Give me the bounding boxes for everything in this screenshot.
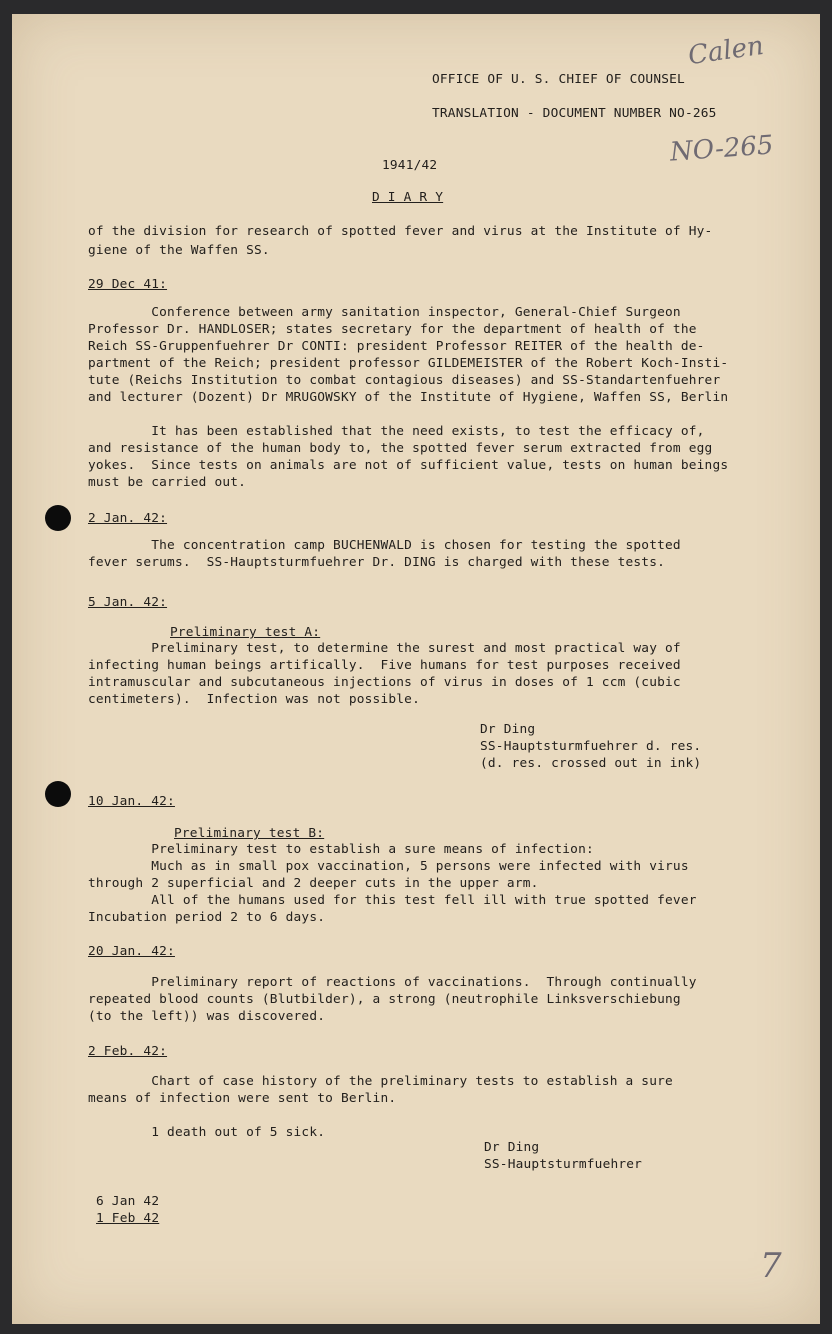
- entry-line: Incubation period 2 to 6 days.: [88, 910, 326, 925]
- entry-line: yokes. Since tests on animals are not of sufficient value, tests on human beings: [88, 458, 729, 473]
- entry-line: Preliminary test to establish a sure means of infection:: [88, 842, 594, 857]
- handwritten-doc-number: NO-265: [669, 130, 775, 168]
- entry-line: Much as in small pox vaccination, 5 persons were infected with virus: [88, 859, 689, 874]
- punch-hole-bottom: [45, 781, 71, 807]
- entry-line: partment of the Reich; president professor GILDEMEISTER of the Robert Koch-Insti-: [88, 356, 729, 371]
- handwritten-note: Calen: [686, 30, 766, 72]
- entry-line: Professor Dr. HANDLOSER; states secretary for the department of health of the: [88, 322, 697, 337]
- intro-line: of the division for research of spotted fever and virus at the Institute of Hy-: [88, 224, 713, 239]
- entry-date: 2 Jan. 42:: [88, 511, 168, 526]
- entry-line: and lecturer (Dozent) Dr MRUGOWSKY of the Institute of Hygiene, Waffen SS, Berlin: [88, 390, 729, 405]
- footer-date: 6 Jan 42: [96, 1194, 160, 1209]
- signature-line: SS-Hauptsturmfuehrer: [484, 1157, 643, 1172]
- entry-line: Reich SS-Gruppenfuehrer Dr CONTI: president Professor REITER of the health de-: [88, 339, 705, 354]
- entry-subtitle: Preliminary test A:: [170, 625, 321, 640]
- entry-line: fever serums. SS-Hauptsturmfuehrer Dr. DING is charged with these tests.: [88, 555, 666, 570]
- signature-line: Dr Ding: [480, 722, 536, 737]
- entry-line: repeated blood counts (Blutbilder), a strong (neutrophile Linksverschiebung: [88, 992, 681, 1007]
- entry-line: Chart of case history of the preliminary tests to establish a sure: [88, 1074, 673, 1089]
- entry-subtitle: Preliminary test B:: [174, 826, 325, 841]
- entry-line: Preliminary report of reactions of vaccinations. Through continually: [88, 975, 697, 990]
- office-header: OFFICE OF U. S. CHIEF OF COUNSEL: [432, 72, 685, 87]
- entry-line: intramuscular and subcutaneous injections of virus in doses of 1 ccm (cubic: [88, 675, 681, 690]
- entry-line: Conference between army sanitation inspector, General-Chief Surgeon: [88, 305, 681, 320]
- entry-date: 10 Jan. 42:: [88, 794, 175, 809]
- diary-title: D I A R Y: [372, 190, 444, 205]
- entry-line: 1 death out of 5 sick.: [88, 1125, 326, 1140]
- punch-hole-top: [45, 505, 71, 531]
- entry-date: 20 Jan. 42:: [88, 944, 175, 959]
- entry-line: The concentration camp BUCHENWALD is chosen for testing the spotted: [88, 538, 681, 553]
- entry-line: (to the left)) was discovered.: [88, 1009, 326, 1024]
- signature-line: SS-Hauptsturmfuehrer d. res.: [480, 739, 702, 754]
- entry-line: means of infection were sent to Berlin.: [88, 1091, 397, 1106]
- year-label: 1941/42: [382, 158, 438, 173]
- entry-line: infecting human beings artifically. Five humans for test purposes received: [88, 658, 681, 673]
- entry-line: centimeters). Infection was not possible.: [88, 692, 420, 707]
- entry-line: and resistance of the human body to, the spotted fever serum extracted from egg: [88, 441, 713, 456]
- entry-line: tute (Reichs Institution to combat contagious diseases) and SS-Standartenfuehrer: [88, 373, 721, 388]
- signature-line: (d. res. crossed out in ink): [480, 756, 702, 771]
- entry-date: 5 Jan. 42:: [88, 595, 168, 610]
- entry-line: through 2 superficial and 2 deeper cuts in the upper arm.: [88, 876, 539, 891]
- document-page: [12, 14, 820, 1324]
- intro-line: giene of the Waffen SS.: [88, 243, 270, 258]
- entry-line: Preliminary test, to determine the surest and most practical way of: [88, 641, 681, 656]
- translation-header: TRANSLATION - DOCUMENT NUMBER NO-265: [432, 106, 717, 121]
- entry-date: 29 Dec 41:: [88, 277, 168, 292]
- handwritten-page-number: 7: [760, 1246, 782, 1286]
- signature-line: Dr Ding: [484, 1140, 540, 1155]
- entry-line: must be carried out.: [88, 475, 247, 490]
- footer-date: 1 Feb 42: [96, 1211, 160, 1226]
- entry-line: It has been established that the need exists, to test the efficacy of,: [88, 424, 705, 439]
- entry-date: 2 Feb. 42:: [88, 1044, 168, 1059]
- entry-line: All of the humans used for this test fell ill with true spotted fever: [88, 893, 697, 908]
